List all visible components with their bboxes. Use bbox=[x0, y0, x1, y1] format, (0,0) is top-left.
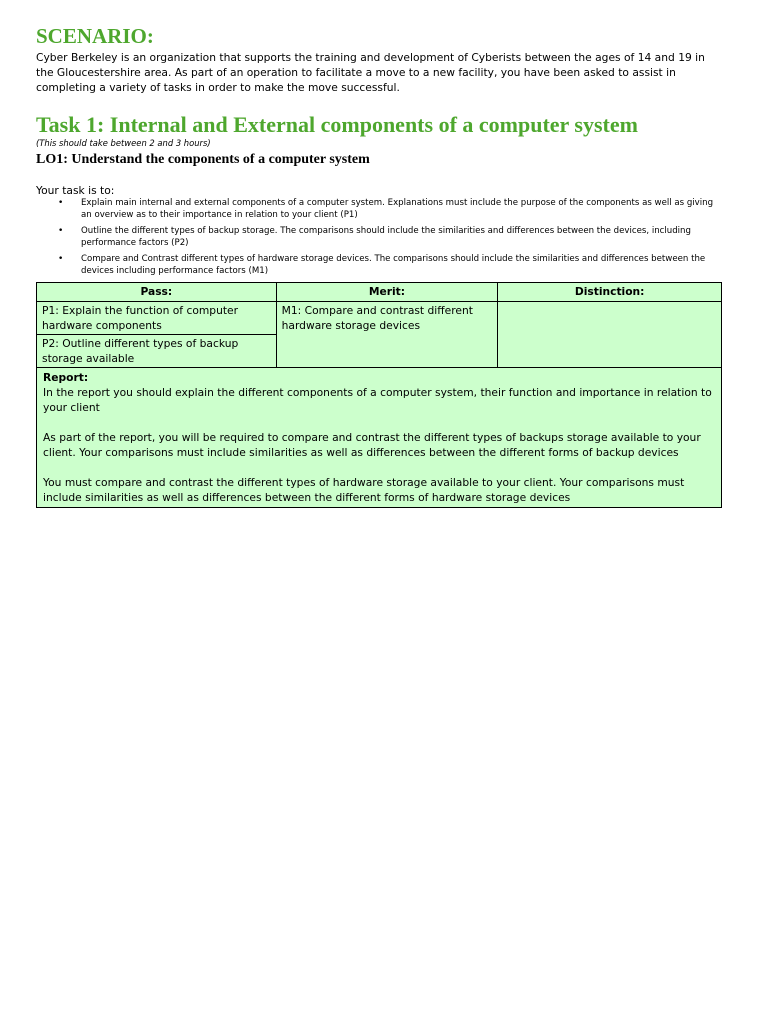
table-header-row bbox=[37, 283, 722, 302]
pass-criterion-p1: P1: Explain the function of computer hardware components bbox=[37, 302, 277, 335]
report-paragraph: As part of the report, you will be required to compare and contrast the different types of backups storage available to your client. Your comparisons must include similarities as well as differences between the different forms of backup devices bbox=[43, 431, 701, 459]
merit-criterion-m1: M1: Compare and contrast different hardware storage devices bbox=[276, 302, 498, 368]
table-row bbox=[37, 302, 722, 335]
bullet-text: Outline the different types of backup storage. The comparisons should include the similarities and differences between the devices, including performance factors (P2) bbox=[81, 226, 691, 248]
learning-outcome-heading: LO1: Understand the components of a computer system bbox=[36, 152, 370, 167]
grading-criteria-table bbox=[36, 282, 722, 508]
list-item bbox=[58, 226, 722, 249]
document-page bbox=[36, 24, 722, 508]
list-item bbox=[58, 254, 722, 277]
distinction-criterion bbox=[498, 302, 722, 368]
bullet-icon: • bbox=[58, 226, 64, 236]
bullet-icon: • bbox=[58, 198, 64, 208]
task-duration: (This should take between 2 and 3 hours) bbox=[36, 138, 211, 148]
task-intro: Your task is to: bbox=[36, 184, 115, 197]
pass-header: Pass: bbox=[37, 283, 277, 302]
bullet-text: Compare and Contrast different types of hardware storage devices. The comparisons should include the similarities and differences between the devices including performance factors (M1) bbox=[81, 254, 706, 276]
report-cell bbox=[37, 368, 722, 508]
task-bullet-list bbox=[36, 198, 722, 277]
task-heading: Task 1: Internal and External components of a computer system bbox=[36, 112, 638, 137]
scenario-heading: SCENARIO: bbox=[36, 24, 154, 48]
report-paragraph: In the report you should explain the different components of a computer system, their function and importance in relation to your client bbox=[43, 386, 712, 414]
distinction-header: Distinction: bbox=[498, 283, 722, 302]
merit-header: Merit: bbox=[276, 283, 498, 302]
report-label: Report: bbox=[43, 371, 89, 384]
report-row bbox=[37, 368, 722, 508]
bullet-icon: • bbox=[58, 254, 64, 264]
pass-criterion-p2: P2: Outline different types of backup storage available bbox=[37, 335, 277, 368]
bullet-text: Explain main internal and external components of a computer system. Explanations must include the purpose of the components as well as giving an overview as to their importance in relation to your client (P1) bbox=[81, 198, 714, 220]
scenario-text: Cyber Berkeley is an organization that supports the training and development of Cyberists between the ages of 14 and 19 in the Gloucestershire area. As part of an operation to facilitate a move to a new facility, you have been asked to assist in completing a variety of tasks in order to make the move successful. bbox=[36, 51, 705, 94]
report-paragraph: You must compare and contrast the different types of hardware storage available to your client. Your comparisons must include similarities as well as differences between the different forms of hardware storage devices bbox=[43, 476, 685, 504]
list-item bbox=[58, 198, 722, 221]
